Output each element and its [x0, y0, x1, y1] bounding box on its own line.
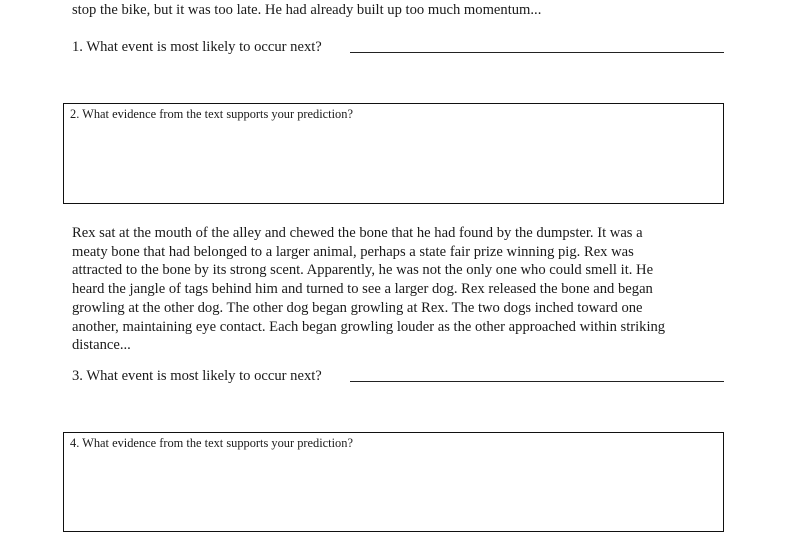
- passage-2-line: meaty bone that had belonged to a larger animal, perhaps a state fair prize winning pig. Rex was: [72, 243, 634, 260]
- question-4-prompt: 4. What evidence from the text supports your prediction?: [70, 436, 353, 450]
- passage-2-line: heard the jangle of tags behind him and turned to see a larger dog. Rex released the bone and began: [72, 281, 653, 298]
- question-1-label: 1. What event is most likely to occur next?: [72, 39, 322, 55]
- evidence-box-2[interactable]: [63, 432, 724, 532]
- question-1-answer-line[interactable]: [350, 52, 724, 53]
- passage-2-line: another, maintaining eye contact. Each began growling louder as the other approached within striking: [72, 318, 666, 335]
- evidence-box-1[interactable]: [63, 103, 724, 204]
- passage-1-line: stop the bike, but it was too late. He had already built up too much momentum...: [72, 2, 542, 18]
- passage-1: [72, 1, 732, 20]
- question-3-answer-line[interactable]: [350, 381, 724, 382]
- question-2-prompt: 2. What evidence from the text supports your prediction?: [70, 107, 353, 121]
- passage-2-line: distance...: [72, 337, 131, 354]
- passage-2-line: growling at the other dog. The other dog began growling at Rex. The two dogs inched toward one: [72, 299, 643, 316]
- passage-2-line: Rex sat at the mouth of the alley and chewed the bone that he had found by the dumpster. It was a: [72, 225, 643, 241]
- question-3-label: 3. What event is most likely to occur next?: [72, 368, 322, 384]
- passage-2: [72, 224, 732, 355]
- passage-2-line: attracted to the bone by its strong scent. Apparently, he was not the only one who could smell it. He: [72, 262, 654, 279]
